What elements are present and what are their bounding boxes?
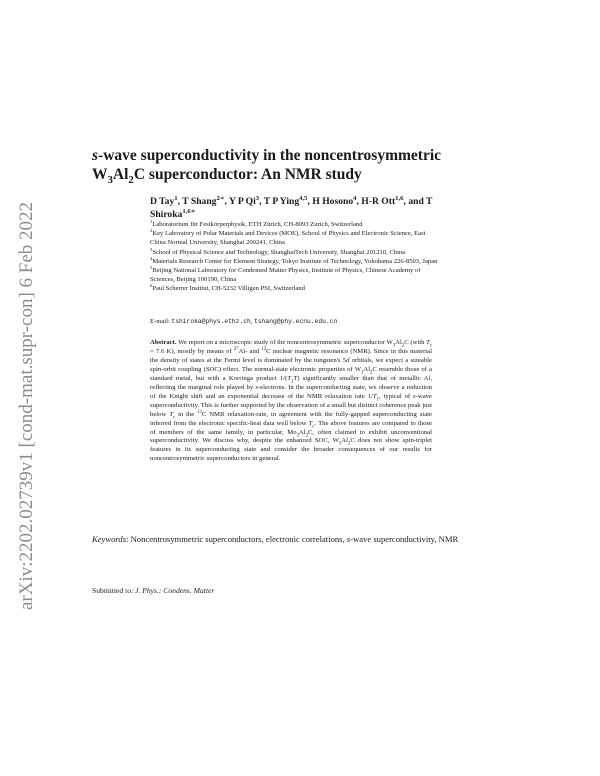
author-separator: , [177,196,183,207]
affiliation-item [150,266,440,284]
abstract-text: Al [341,437,348,445]
abstract-text: in the [175,410,198,418]
arxiv-identifier: arXiv:2202.02739v1 [cond-mat.supr-con] 6 Feb 2022 [16,201,37,610]
author-name: Y P Qi [228,196,256,207]
abstract-italic: s [255,383,258,391]
affiliation-text: Paul Scherrer Institut, CH-5232 Villigen PSI, Switzerland [152,285,305,293]
title-line1: -wave superconductivity in the noncentrosymmetric [98,147,442,164]
affiliation-text: Materials Research Center for Element Strategy, Tokyo Institute of Technology, Yokohama 226-8503, Japan [152,257,438,265]
affiliation-item [150,284,440,293]
keywords-text: : Noncentrosymmetric superconductors, electronic correlations, [126,534,347,544]
abstract-text: C does not show spin-triplet features in its superconducting state and consider the broader consequences of our results for noncentrosymmetric superconductors in general. [150,437,432,463]
abstract-label: Abstract. [150,339,177,346]
affiliation-sup: 6 [150,283,153,289]
author-sup: 4 [353,194,357,202]
email-label: E-mail: [150,318,172,325]
affiliation-item [150,220,440,229]
abstract-sub: 2 [401,343,405,349]
abstract-sub: 2 [305,432,308,438]
paper-title [92,146,512,187]
author-and: , and [403,196,427,207]
abstract-text: C nuclear magnetic resonance (NMR). Since in this material the density of states at the Fermi level is dominated by the tungsten's 5 [150,347,432,364]
abstract-text: C (with [404,339,427,346]
author-separator: , [356,196,362,207]
author-sup: 1 [174,194,178,202]
affiliation-item [150,229,440,247]
abstract-sub: 1 [291,379,294,385]
abstract-sub: c [429,343,432,349]
author-sup: 3 [255,194,260,202]
submitted-label: Submitted to: [92,586,136,595]
email-link-shiroka[interactable]: tshiroka@phys.ethz.ch [171,318,251,325]
title-al: Al [112,166,129,183]
author-sup: 1,6∗ [182,207,196,215]
abstract-text: We report on a microscopic study of the noncentrosymmetric superconductor W [176,339,393,346]
keywords [92,534,512,546]
submitted-to [92,586,214,595]
author-sup: 2∗ [216,194,225,202]
abstract-sub: 2 [347,441,351,447]
title-italic-s: s [92,147,99,164]
abstract-italic: T [293,374,298,382]
title-w: W [92,166,108,183]
abstract-text: , typical of [378,392,414,400]
abstract-sup: 13 [197,409,202,415]
abstract-italic: s [413,392,416,400]
journal-name: J. Phys.: Condens. Matter [135,586,215,595]
abstract-text: Al [363,365,371,373]
abstract-sub: 3 [361,370,364,376]
author-name: D Tay [150,196,175,207]
affiliation-text: Beijing National Laboratory for Condensed Matter Physics, Institute of Physics, Chinese Academy of Sciences, Beijing 100190, China [150,267,421,284]
abstract [150,339,432,464]
abstract-text: = 7.6 K), mostly by means of [150,347,234,355]
abstract-italic: d [346,356,350,364]
abstract-italic: T [169,410,173,418]
abstract-text: C resemble those of a standard metal, but with a Korringa product 1/( [150,365,432,382]
author-list [150,195,480,221]
author-separator: , [224,196,229,207]
abstract-sup: 13 [261,346,267,352]
abstract-text: ) significantly smaller than that of metallic Al, reflecting the marginal role played by [150,374,432,391]
author-sup: 1,6 [395,194,404,202]
title-w-subscript: 3 [107,174,113,187]
affiliation-item [150,257,440,266]
abstract-italic: T [308,419,313,427]
abstract-text: orbitals, we expect a sizeable spin-orbit coupling (SOC) effect. The normal-state electronic properties of W [150,356,432,373]
abstract-text: -wave superconductivity. This is further supported by the observation of a small but distinct coherence peak just below [150,392,432,418]
keywords-italic-s: s [346,534,351,544]
affiliation-sup: 4 [150,255,153,261]
email-line [150,318,450,325]
author-name: H-R Ott [361,196,396,207]
affiliation-text: School of Physical Science and Technology, ShanghaiTech University, Shanghai 201210, China [152,248,406,256]
author-name: H Hosono [312,196,354,207]
email-separator: , [250,318,255,325]
affiliation-sup: 2 [150,228,153,234]
abstract-text: Al [395,339,402,346]
abstract-sub: 1 [376,397,379,403]
abstract-sub: 3 [338,441,342,447]
abstract-italic: T [372,392,377,400]
keywords-rest: -wave superconductivity, NMR [350,534,459,544]
title-rest: C superconductor: An NMR study [133,166,362,183]
abstract-sub: c [312,423,315,429]
abstract-text: Al- and [238,347,262,355]
abstract-text: C, often claimed to exhibit unconventional superconductivity. We discuss why, despite the enhanced SOC, W [150,428,432,445]
affiliation-text: Key Laboratory of Polar Materials and Devices (MOE), School of Physics and Electronic Science, East China Normal University, Shanghai 200241, China [150,230,426,247]
abstract-sup: 27 [233,346,239,352]
author-name: T Shang [182,196,217,207]
abstract-italic: T [426,339,430,346]
affiliation-text: Laboratorium für Festkörperphysik, ETH Zürich, CH-8093 Zurich, Switzerland [152,221,363,228]
abstract-text: . The above features are compared to those of members of the same family, in particular, Mo [150,419,432,436]
author-name: T Shiroka [150,196,433,220]
abstract-text: Al [298,428,306,436]
affiliation-sup: 1 [150,218,153,224]
abstract-sub: 3 [296,432,299,438]
abstract-text: C NMR relaxation-rate, in agreement with the fully-gapped superconducting state inferred from the electronic specific-heat data well below [150,410,433,427]
abstract-sub: 2 [370,370,373,376]
abstract-text: -electrons. In the superconducting state, we observe a reduction of the Knight shift and an exponential decrease of the NMR relaxation rate 1/ [150,383,432,400]
email-link-shang[interactable]: tshang@phy.ecnu.edu.cn [254,318,338,325]
keywords-label: Keywords [92,534,127,544]
arxiv-side-stamp [6,170,42,610]
affiliations [150,220,440,294]
author-separator: , [307,196,313,207]
affiliation-item [150,248,440,257]
abstract-italic: T [287,374,292,382]
abstract-sub: c [172,414,176,420]
author-sup: 4,5 [299,194,308,202]
title-al-subscript: 2 [128,174,134,187]
author-separator: , [259,196,264,207]
affiliation-sup: 5 [150,264,153,270]
abstract-sub: 3 [392,343,396,349]
author-name: T P Ying [263,196,300,207]
affiliation-sup: 3 [150,246,153,252]
